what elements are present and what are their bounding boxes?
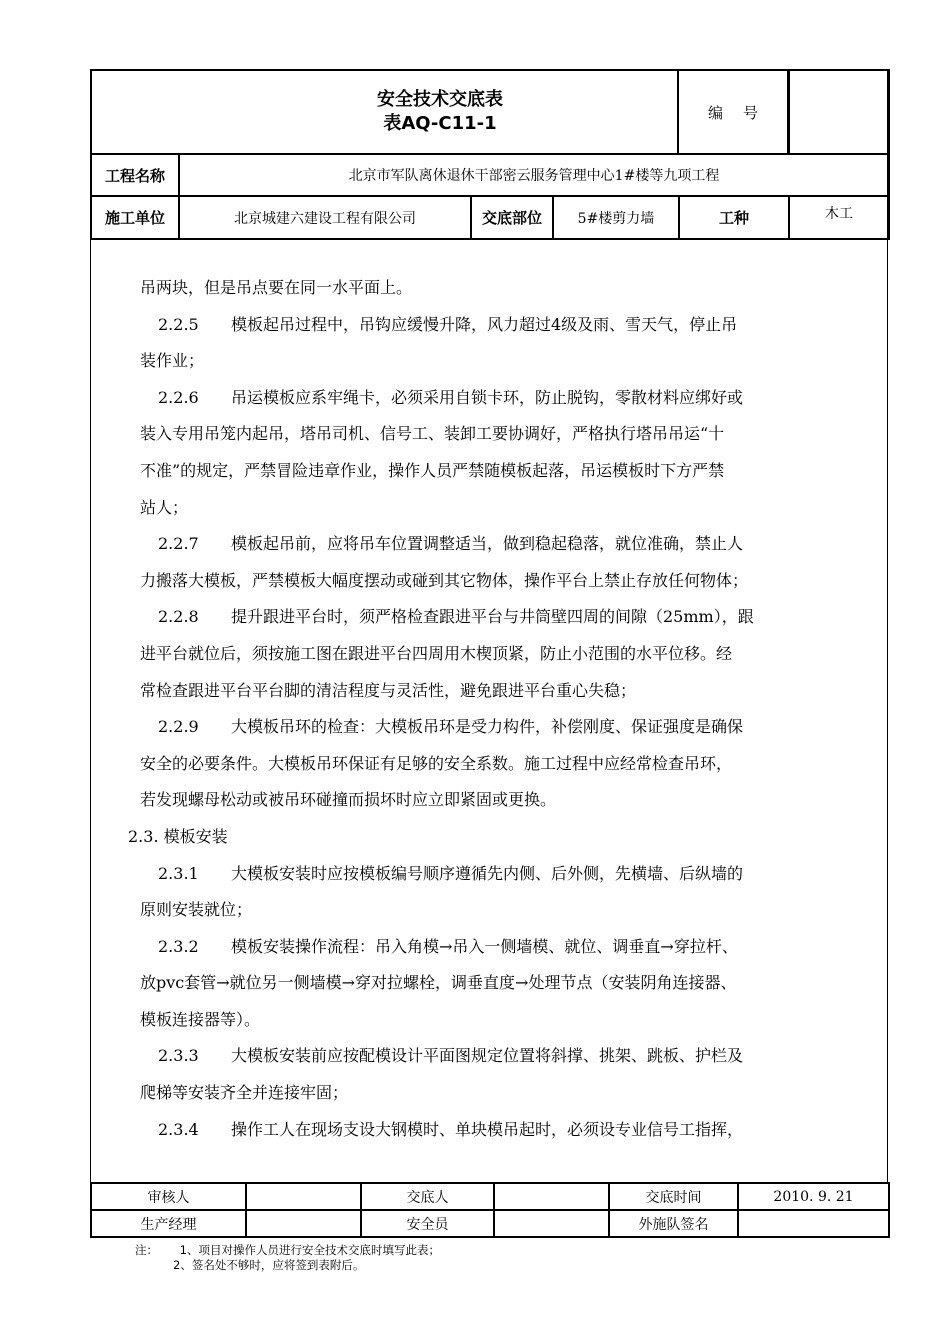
clause-text: 装入专用吊笼内起吊，塔吊司机、信号工、装卸工要协调好，严格执行塔吊吊运“十 — [140, 424, 725, 444]
form-code: 表AQ-C11-1 — [383, 113, 497, 134]
location-value: 5#楼剪力墙 — [553, 196, 679, 239]
trade-value: 木工 — [789, 196, 889, 239]
clause-number: 2.2.9 — [158, 717, 199, 737]
clause-number: 2.3.1 — [158, 863, 199, 883]
disclosure-time-label: 交底时间 — [609, 1183, 738, 1210]
clause-text: 大模板安装时应按模板编号顺序遵循先内侧、后外侧，先横墙、后纵墙的 — [231, 863, 744, 883]
clause-text: 不准”的规定，严禁冒险违章作业，操作人员严禁随模板起落，吊运模板时下方严禁 — [140, 460, 725, 480]
production-manager-value[interactable] — [246, 1210, 361, 1237]
notes — [135, 1243, 440, 1273]
number-box — [677, 69, 890, 155]
content-line — [140, 307, 870, 344]
disclosure-content — [128, 270, 870, 1148]
clause-text: 进平台就位后，须按施工图在跟进平台四周用木楔顶紧，防止小范围的水平位移。经 — [140, 643, 733, 663]
content-line — [140, 270, 870, 307]
content-line — [140, 746, 870, 783]
clause-text: 大模板安装前应按配模设计平面图规定位置将斜撑、挑架、跳板、护栏及 — [231, 1046, 744, 1066]
clause-text: 大模板吊环的检查：大模板吊环是受力构件，补偿刚度、保证强度是确保 — [231, 717, 744, 737]
content-line — [140, 856, 870, 893]
clause-text: 常检查跟进平台平台脚的清洁程度与灵活性，避免跟进平台重心失稳； — [140, 680, 637, 700]
content-line — [140, 1112, 870, 1149]
trade-label: 工种 — [679, 196, 789, 239]
content-line — [140, 1002, 870, 1039]
content-line — [140, 673, 870, 710]
clause-number: 2.3.2 — [158, 936, 199, 956]
safety-officer-value[interactable] — [494, 1210, 609, 1237]
clause-number: 2.3.4 — [158, 1119, 199, 1139]
discloser-value[interactable] — [494, 1183, 609, 1210]
content-line — [140, 892, 870, 929]
safety-officer-label: 安全员 — [361, 1210, 494, 1237]
clause-text: 模板起吊过程中，吊钩应缓慢升降，风力超过4级及雨、雪天气，停止吊 — [231, 314, 738, 334]
note-1-text: 1、项目对操作人员进行安全技术交底时填写此表； — [179, 1243, 440, 1257]
clause-text: 站人； — [140, 497, 189, 517]
content-line — [140, 453, 870, 490]
team-signature-value[interactable] — [738, 1210, 889, 1237]
project-name-label: 工程名称 — [91, 154, 179, 196]
clause-text: 模板连接器等）。 — [140, 1009, 261, 1029]
content-line — [140, 709, 870, 746]
discloser-label: 交底人 — [361, 1183, 494, 1210]
clause-number: 2.2.6 — [158, 387, 199, 407]
clause-text: 模板安装操作流程：吊入角模→吊入一侧墙模、就位、调垂直→穿拉杆、 — [231, 936, 738, 956]
clause-text: 吊运模板应系牢绳卡，必须采用自锁卡环，防止脱钩，零散材料应绑好或 — [231, 387, 744, 407]
clause-number: 2.3.3 — [158, 1046, 199, 1066]
clause-number: 2.2.5 — [158, 314, 199, 334]
clause-text: 吊两块，但是吊点要在同一水平面上。 — [140, 278, 413, 297]
reviewer-label: 审核人 — [91, 1183, 246, 1210]
content-line — [140, 636, 870, 673]
content-line — [140, 1075, 870, 1112]
content-line — [140, 1038, 870, 1075]
clause-text: 装作业； — [140, 351, 205, 371]
content-line — [140, 599, 870, 636]
clause-text: 若发现螺母松动或被吊环碰撞而损坏时应立即紧固或更换。 — [140, 790, 557, 810]
note-2-text: 2、签名处不够时，应将签到表附后。 — [173, 1258, 365, 1272]
clause-number: 2.2.7 — [158, 534, 199, 554]
clause-text: 模板起吊前，应将吊车位置调整适当，做到稳起稳落，就位准确，禁止人 — [231, 534, 744, 554]
location-label: 交底部位 — [471, 196, 553, 239]
clause-text: 原则安装就位； — [140, 900, 253, 920]
content-line — [140, 416, 870, 453]
content-line — [140, 490, 870, 527]
content-line — [128, 819, 870, 856]
number-label: 编号 — [678, 70, 788, 154]
number-value — [788, 70, 889, 154]
clause-text: 安全的必要条件。大模板吊环保证有足够的安全系数。施工过程中应经常检查吊环， — [140, 753, 733, 773]
content-line — [140, 929, 870, 966]
note-prefix: 注： — [135, 1243, 158, 1257]
clause-text: 2.3. 模板安装 — [128, 826, 228, 846]
project-name-value: 北京市军队离休退休干部密云服务管理中心1#楼等九项工程 — [179, 154, 889, 196]
contractor-value: 北京城建六建设工程有限公司 — [179, 196, 471, 239]
signature-table — [90, 1182, 890, 1238]
content-line — [140, 563, 870, 600]
clause-number: 2.2.8 — [158, 607, 199, 627]
clause-text: 力搬落大模板，严禁模板大幅度摆动或碰到其它物体，操作平台上禁止存放任何物体； — [140, 570, 749, 590]
disclosure-time-value: 2010. 9. 21 — [738, 1183, 889, 1210]
reviewer-value[interactable] — [246, 1183, 361, 1210]
content-line — [140, 343, 870, 380]
content-line — [140, 782, 870, 819]
clause-text: 爬梯等安装齐全并连接牢固； — [140, 1083, 349, 1103]
team-signature-label: 外施队签名 — [609, 1210, 738, 1237]
contractor-label: 施工单位 — [91, 196, 179, 239]
clause-text: 放pvc套管→就位另一侧墙模→穿对拉螺栓，调垂直度→处理节点（安装阴角连接器、 — [140, 973, 737, 993]
content-line — [140, 526, 870, 563]
content-line — [140, 380, 870, 417]
clause-text: 提升跟进平台时，须严格检查跟进平台与井筒壁四周的间隙（25mm），跟 — [231, 607, 754, 627]
note-1 — [135, 1243, 440, 1258]
form-title: 安全技术交底表 — [377, 89, 504, 110]
content-line — [140, 965, 870, 1002]
clause-text: 操作工人在现场支设大钢模时、单块模吊起时，必须设专业信号工指挥， — [231, 1119, 744, 1139]
production-manager-label: 生产经理 — [91, 1210, 246, 1237]
